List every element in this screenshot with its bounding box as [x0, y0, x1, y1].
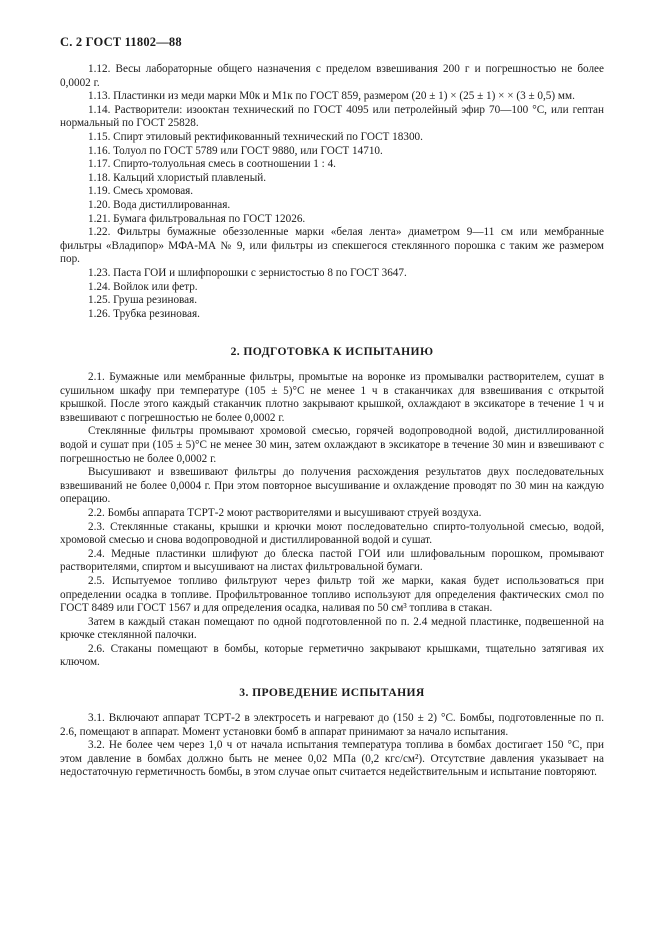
paragraph: 3.2. Не более чем через 1,0 ч от начала испытания температура топлива в бомбах достигает 150 °С, при этом давление в бомбах должно быть не менее 0,02 МПа (0,2 кгс/см²). Отсутствие давления указывает на недостаточную герметичность бомбы, в этом случае опыт считается недействительным и испытание повторяют. [60, 739, 604, 779]
list-item: 1.15. Спирт этиловый ректификованный технический по ГОСТ 18300. [88, 130, 423, 143]
paragraph: 2.5. Испытуемое топливо фильтруют через фильтр той же марки, какая будет использоваться при определении осадка в топливе. Профильтрованное топливо используют для определения фактических смол по ГОСТ 8489 или ГОСТ 1567 и для определения осадка, наливая по 50 см³ топлива в стакан. [60, 574, 604, 615]
list-item: 1.22. Фильтры бумажные обеззоленные марки «белая лента» диаметром 9—11 см или мембранные фильтры «Владипор» МФА-МА № 9, или фильтры из спекшегося стеклянного порошка с таким же размером пор. [60, 226, 604, 266]
list-item: 1.16. Толуол по ГОСТ 5789 или ГОСТ 9880, или ГОСТ 14710. [88, 144, 383, 157]
paragraph: 2.1. Бумажные или мембранные фильтры, промытые на воронке из промывалки растворителем, сушат в сушильном шкафу при температуре (105 ± 5)°С не менее 1 ч в стаканчиках для взвешивания с открытой крышкой. После этого каждый стаканчик плотно закрывают крышкой, охлаждают в эксикаторе в течение 1 ч и взвешивают с погрешностью не более 0,0002 г. [60, 371, 604, 424]
list-item: 1.21. Бумага фильтровальная по ГОСТ 12026. [88, 212, 306, 225]
paragraph: Стеклянные фильтры промывают хромовой смесью, горячей водопроводной водой, дистиллированной водой и сушат при (105 ± 5)°С не менее 30 мин, затем охлаждают в эксикаторе в течение 30 мин и взвешивают с погрешностью не более 0,0002 г. [60, 425, 604, 465]
paragraph: Затем в каждый стакан помещают по одной подготовленной по п. 2.4 медной пластинке, подвешенной на крючке стеклянной палочки. [60, 615, 604, 642]
section-2-body [60, 371, 604, 670]
list-item: 1.13. Пластинки из меди марки М0к и М1к по ГОСТ 859, размером (20 ± 1) × (25 ± 1) × × (3 ± 0,5) мм. [88, 90, 575, 103]
list-item: 1.23. Паста ГОИ и шлифпорошки с зернистостью 8 по ГОСТ 3647. [88, 266, 407, 279]
list-item: 1.17. Спирто-толуольная смесь в соотношении 1 : 4. [88, 158, 336, 171]
paragraph: 2.2. Бомбы аппарата ТСРТ-2 моют растворителями и высушивают струей воздуха. [88, 506, 482, 519]
list-item: 1.20. Вода дистиллированная. [88, 198, 231, 211]
reagents-list [60, 63, 604, 321]
paragraph: Высушивают и взвешивают фильтры до получения расхождения результатов двух последовательных взвешиваний не более 0,0004 г. При этом повторное высушивание и охлаждение проводят по 30 мин на каждую операцию. [60, 466, 604, 506]
paragraph: 2.3. Стеклянные стаканы, крышки и крючки моют последовательно спирто-толуольной смесью, водой, хромовой смесью и снова водопроводной и дистиллированной водой и сушат. [60, 520, 604, 547]
list-item: 1.25. Груша резиновая. [88, 294, 198, 307]
paragraph: 2.4. Медные пластинки шлифуют до блеска пастой ГОИ или шлифовальным порошком, промывают растворителями, спиртом и высушивают на листах фильтровальной бумаги. [60, 547, 604, 574]
list-item: 1.24. Войлок или фетр. [88, 280, 198, 293]
section-2-title: 2. ПОДГОТОВКА К ИСПЫТАНИЮ [230, 345, 434, 358]
list-item: 1.18. Кальций хлористый плавленый. [88, 171, 267, 184]
paragraph: 3.1. Включают аппарат ТСРТ-2 в электросеть и нагревают до (150 ± 2) °С. Бомбы, подготовленные по п. 2.6, помещают в аппарат. Момент установки бомб в аппарат принимают за начало испытания. [60, 712, 604, 738]
list-item: 1.26. Трубка резиновая. [88, 307, 200, 320]
paragraph: 2.6. Стаканы помещают в бомбы, которые герметично закрывают крышками, тщательно затягивая их ключом. [60, 642, 604, 669]
section-3-title: 3. ПРОВЕДЕНИЕ ИСПЫТАНИЯ [239, 686, 425, 699]
section-3-body [60, 712, 604, 780]
page-header: С. 2 ГОСТ 11802—88 [60, 35, 182, 49]
list-item: 1.19. Смесь хромовая. [88, 185, 194, 198]
list-item: 1.12. Весы лабораторные общего назначения с пределом взвешивания 200 г и погрешностью не более 0,0002 г. [60, 63, 604, 89]
list-item: 1.14. Растворители: изооктан технический по ГОСТ 4095 или петролейный эфир 70—100 °С, или гептан нормальный по ГОСТ 25828. [60, 103, 604, 130]
